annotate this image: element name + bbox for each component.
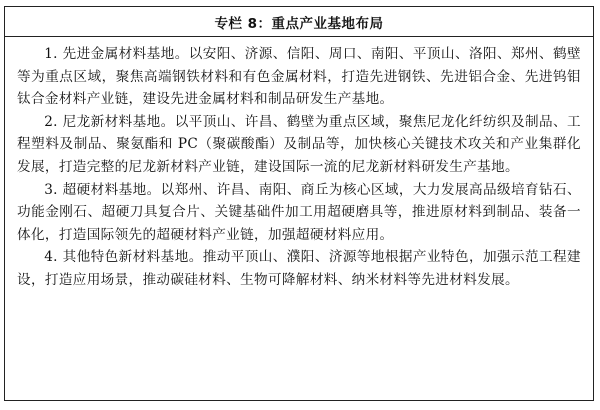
column-box	[4, 6, 594, 401]
paragraph-nylon-materials: 2. 尼龙新材料基地。以平顶山、许昌、鹤壁为重点区域，聚焦尼龙化纤纺织及制品、工程塑料及制品、聚氨酯和 PC（聚碳酸酯）及制品等，加快核心关键技术攻关和产业集群化发展，打造完整的尼龙新材料产业链，建设国际一流的尼龙新材料研发生产基地。	[17, 113, 581, 175]
column-title: 专栏 8：重点产业基地布局	[5, 7, 593, 37]
paragraph-other-materials: 4. 其他特色新材料基地。推动平顶山、濮阳、济源等地根据产业特色，加强示范工程建设，打造应用场景，推动碳硅材料、生物可降解材料、纳米材料等先进材料发展。	[17, 249, 581, 288]
column-content	[5, 37, 593, 292]
paragraph-superhard-materials: 3. 超硬材料基地。以郑州、许昌、南阳、商丘为核心区域，大力发展高品级培育钻石、功能金刚石、超硬刀具复合片、关键基础件加工用超硬磨具等，推进原材料到制品、装备一体化，打造国际领先的超硬材料产业链，加强超硬材料应用。	[17, 181, 581, 243]
paragraph-metal-materials: 1. 先进金属材料基地。以安阳、济源、信阳、周口、南阳、平顶山、洛阳、郑州、鹤壁等为重点区域，聚焦高端钢铁材料和有色金属材料，打造先进钢铁、先进铝合金、先进钨钼钛合金材料产业链，建设先进金属材料和制品研发生产基地。	[17, 46, 581, 108]
